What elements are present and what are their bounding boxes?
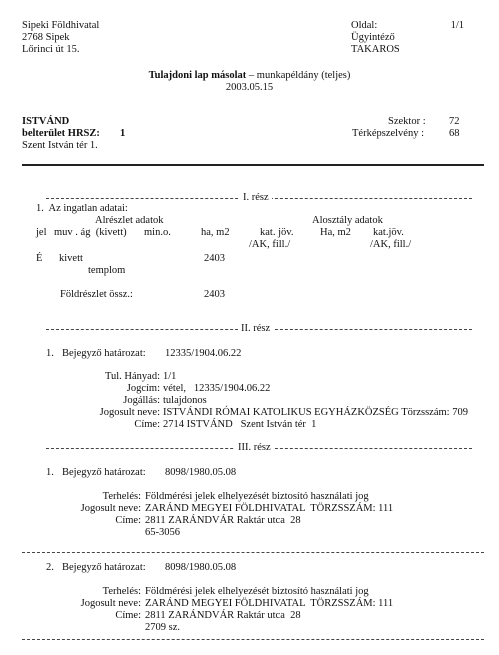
part3-entry-1-extra: 65-3056 (145, 527, 180, 538)
part3-entry-1-holder-value: ZARÁND MEGYEI FÖLDHIVATAL TÖRZSSZÁM: 111 (145, 503, 394, 514)
holder-address-label: Címe: (134, 419, 160, 430)
legal-title-label: Jogcím: (126, 383, 160, 394)
legal-status-label: Jogállás: (123, 395, 160, 406)
document-title-main: Tulajdoni lap másolat (148, 70, 247, 81)
part3-entry-2-burden-label: Terhelés: (102, 586, 141, 597)
col-akfill2: /AK, fill./ (370, 239, 412, 250)
holder-value: ISTVÁNDI RÓMAI KATOLIKUS EGYHÁZKÖZSÉG Törzsszám: 709 (163, 407, 468, 418)
clerk-name: TAKAROS (351, 44, 400, 55)
part3-entry-1-no: 1. (46, 467, 54, 478)
office-zip-city: 2768 Sipek (22, 32, 70, 43)
part3-entry-divider (22, 552, 484, 553)
page-number: 1/1 (450, 20, 464, 31)
part3-entry-2-value: 8098/1980.05.08 (165, 562, 237, 573)
part1-separator (46, 192, 472, 203)
legal-title-value: vétel, 12335/1904.06.22 (163, 383, 271, 394)
part3-entry-2-holder-value: ZARÁND MEGYEI FÖLDHIVATAL TÖRZSSZÁM: 111 (145, 598, 394, 609)
col-katjov1: kat. jöv. (260, 227, 294, 238)
part3-entry-2-addr-value: 2811 ZARÁNDVÁR Raktár utca 28 (145, 610, 301, 621)
header-divider (22, 164, 484, 166)
clerk-label: Ügyintéző (351, 32, 395, 43)
office-street: Lőrinci út 15. (22, 44, 80, 55)
hrsz-label: belterület HRSZ: (22, 128, 100, 139)
property-address: Szent István tér 1. (22, 140, 98, 151)
part2-label: II. rész (238, 323, 273, 335)
legal-status-value: tulajdonos (163, 395, 207, 406)
part2-entry-label: Bejegyző határozat: (62, 348, 146, 359)
document-title-suffix: – munkapéldány (teljes) (246, 70, 351, 81)
page-label: Oldal: (351, 20, 378, 31)
part3-entry-1-burden-value: Földmérési jelek elhelyezését biztosító használati jog (145, 491, 369, 502)
row-jel: É (36, 253, 43, 264)
total-area: 2403 (204, 289, 225, 300)
document-date: 2003.05.15 (225, 82, 274, 93)
mapsheet-label: Térképszelvény : (352, 128, 425, 139)
part3-entry-2-addr-label: Címe: (115, 610, 141, 621)
part3-entry-2-holder-label: Jogosult neve: (80, 598, 141, 609)
office-name: Sipeki Földhivatal (22, 20, 100, 31)
part2-entry-value: 12335/1904.06.22 (165, 348, 242, 359)
part3-entry-1-label: Bejegyző határozat: (62, 467, 146, 478)
col-ha1: ha, m2 (201, 227, 230, 238)
part1-label: I. rész (240, 192, 272, 204)
col-ha2: Ha, m2 (320, 227, 351, 238)
part3-entry-1-holder-label: Jogosult neve: (80, 503, 141, 514)
row-templom: templom (88, 265, 126, 276)
col-jel: jel (36, 227, 47, 238)
col-mino: min.o. (144, 227, 171, 238)
total-label: Földrészlet össz.: (60, 289, 133, 300)
part2-entry-no: 1. (46, 348, 54, 359)
mapsheet-value: 68 (449, 128, 460, 139)
col-muv: muv . ág (kivett) (54, 227, 127, 238)
part3-entry-1-value: 8098/1980.05.08 (165, 467, 237, 478)
part3-entry-2-extra: 2709 sz. (145, 622, 180, 633)
holder-address-value: 2714 ISTVÁND Szent István tér 1 (163, 419, 317, 430)
part3-label: III. rész (235, 442, 274, 454)
part3-entry-1-addr-value: 2811 ZARÁNDVÁR Raktár utca 28 (145, 515, 301, 526)
row-area: 2403 (204, 253, 225, 264)
sector-value: 72 (449, 116, 460, 127)
col-alosztaly: Alosztály adatok (312, 215, 383, 226)
part3-entry-1-burden-label: Terhelés: (102, 491, 141, 502)
row-kivett: kivett (59, 253, 83, 264)
col-akfill1: /AK, fill./ (249, 239, 291, 250)
part3-separator (46, 442, 472, 453)
part3-entry-2-burden-value: Földmérési jelek elhelyezését biztosító használati jog (145, 586, 369, 597)
col-katjov2: kat.jöv. (373, 227, 404, 238)
part2-separator (46, 323, 472, 334)
part3-entry-2-no: 2. (46, 562, 54, 573)
sector-label: Szektor : (388, 116, 426, 127)
document-title (0, 70, 499, 82)
settlement-name: ISTVÁND (22, 116, 70, 127)
holder-label: Jogosult neve: (99, 407, 160, 418)
hrsz-value: 1 (120, 128, 126, 139)
part3-entry-1-addr-label: Címe: (115, 515, 141, 526)
share-value: 1/1 (163, 371, 177, 382)
col-alreszlet: Alrészlet adatok (95, 215, 164, 226)
part1-heading: 1. Az ingatlan adatai: (36, 203, 128, 214)
share-label: Tul. Hányad: (104, 371, 160, 382)
footer-divider (22, 639, 484, 640)
part3-entry-2-label: Bejegyző határozat: (62, 562, 146, 573)
